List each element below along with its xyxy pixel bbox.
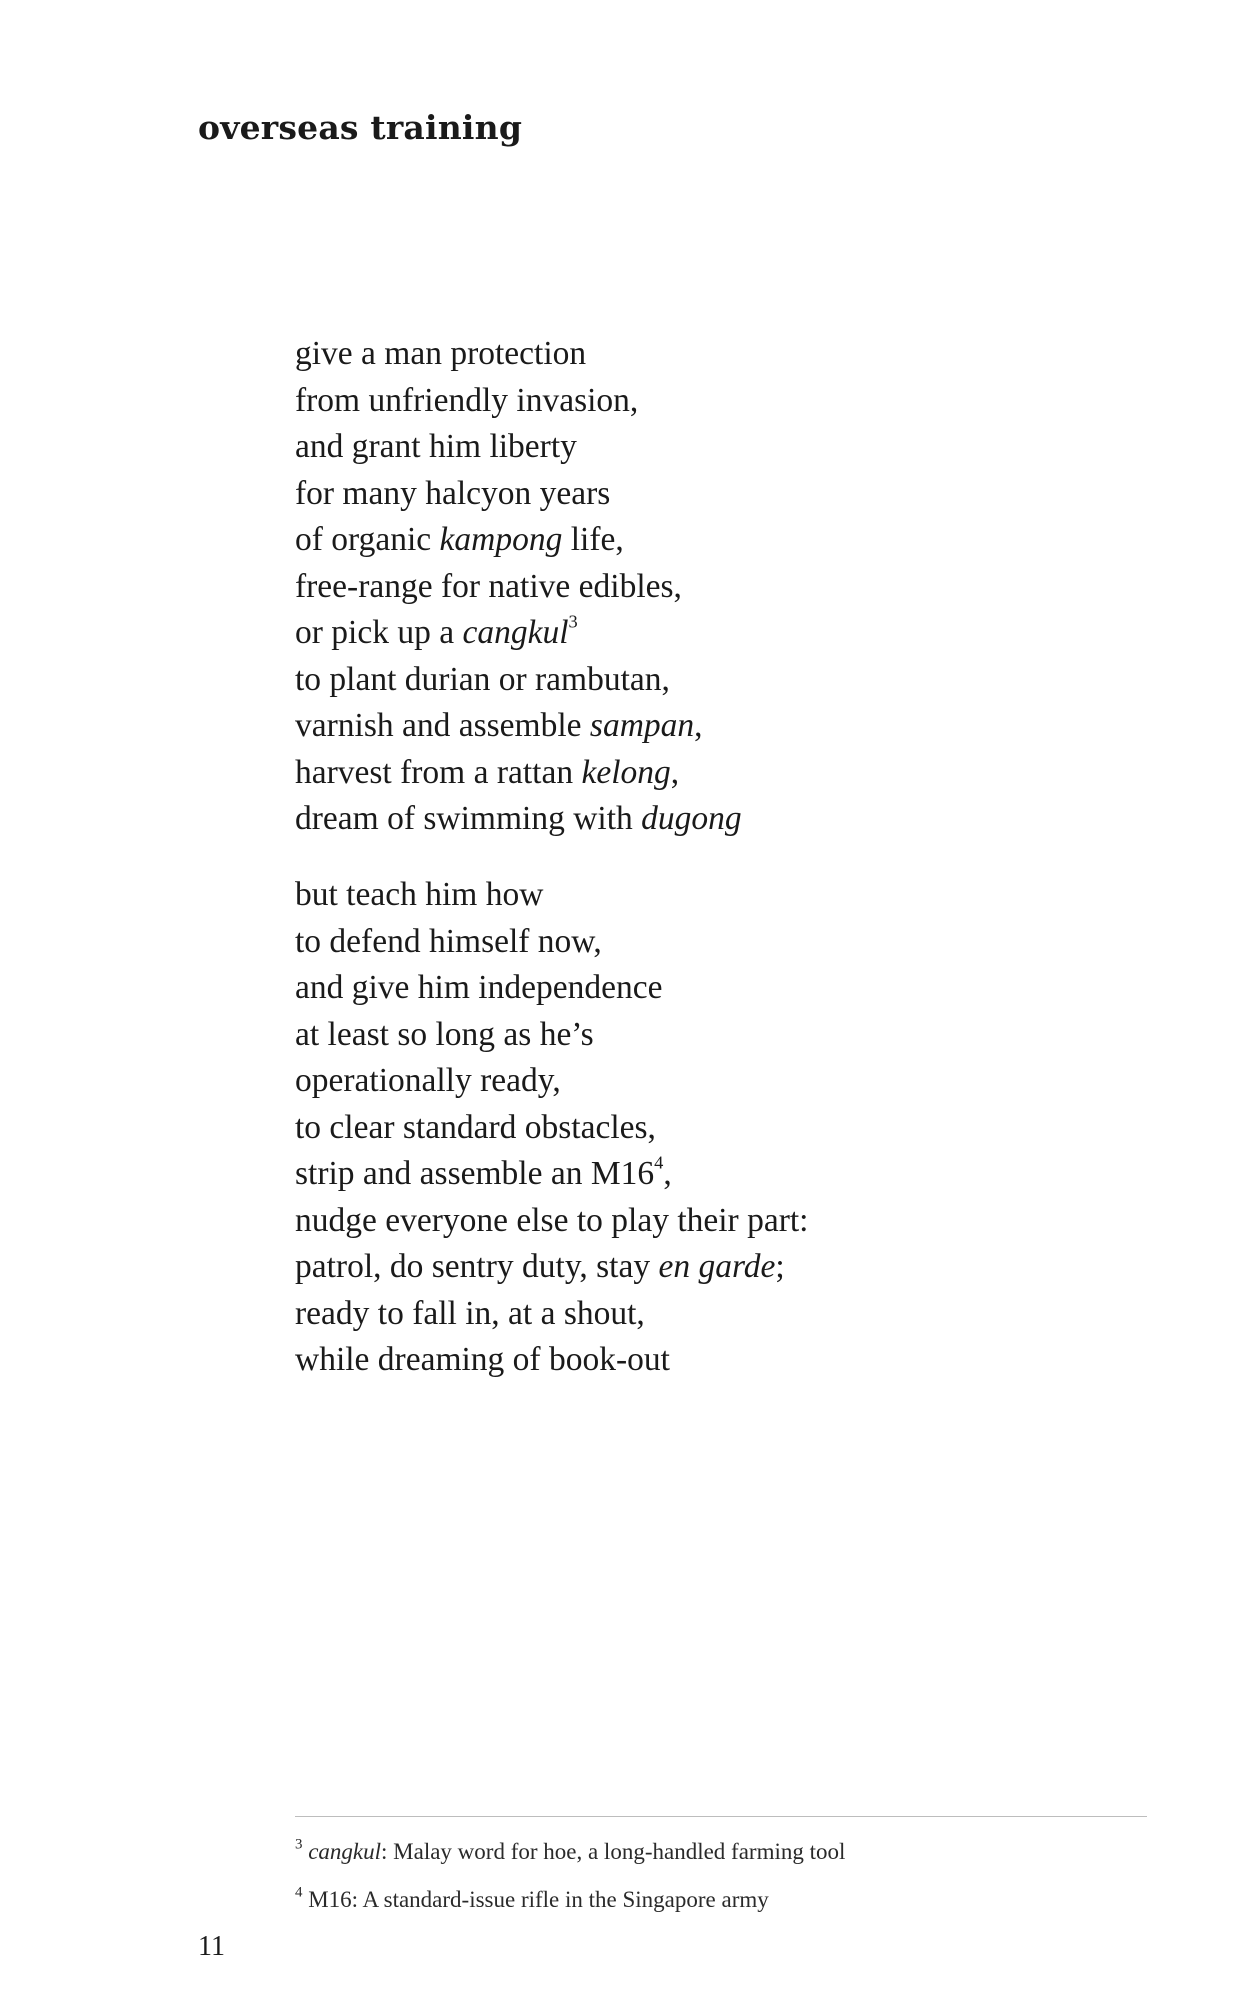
italic-term: kampong [439,521,563,558]
poem-line: free-range for native edibles, [295,567,682,605]
poem-line [295,1244,808,1291]
poem-line: and give him independence [295,969,663,1006]
poem-line: nudge everyone else to play their part: [295,1201,809,1239]
poem-line: give a man protection [295,335,587,372]
line-text: patrol, do sentry duty, stay [295,1248,659,1285]
poem-line [295,517,742,564]
footnote-ref: 3 [568,611,578,632]
poem-line: to plant durian or rambutan, [295,660,670,698]
poem-line: while dreaming of book-out [295,1341,670,1378]
poem-line: to clear standard obstacles, [295,1108,656,1146]
footnote-ref: 4 [654,1152,664,1173]
line-text: ; [775,1248,785,1285]
poem-line [295,1151,808,1198]
line-text: , [694,707,703,744]
poem-line: at least so long as he’s [295,1015,594,1053]
line-text: varnish and assemble [295,707,590,744]
footnote-text: M16: A standard-issue rifle in the Singapore army [302,1887,769,1912]
line-text: life, [562,521,624,558]
poem-line: for many halcyon years [295,474,611,512]
line-text: or pick up a [295,614,463,651]
footnote-number: 4 [295,1884,303,1901]
italic-term: cangkul [462,614,569,651]
line-text: strip and assemble an M16 [295,1155,655,1192]
poem-line: operationally ready, [295,1062,561,1099]
footnotes [295,1828,845,1924]
italic-term: dugong [641,800,742,837]
footnote-text: : Malay word for hoe, a long-handled farming tool [381,1839,846,1864]
page-title: overseas training [198,108,523,147]
poem-line [295,703,742,750]
line-text: of organic [295,521,440,558]
poem-stanza-2 [295,872,808,1384]
poem-line [295,610,742,657]
page-number: 11 [198,1931,225,1962]
poem-stanza-1 [295,331,742,843]
footnote-3 [295,1828,845,1876]
line-text: , [670,753,680,791]
poem-line: ready to fall in, at a shout, [295,1294,645,1332]
footnote-divider [295,1816,1147,1817]
poem-line: from unfriendly invasion, [295,381,639,419]
poem-line [295,750,742,797]
footnote-4 [295,1876,845,1924]
footnote-number: 3 [295,1836,303,1853]
line-text: , [663,1155,672,1192]
poem-line [295,796,742,843]
line-text: harvest from a rattan [295,753,582,791]
poem-line: but teach him how [295,876,544,913]
italic-term: sampan [589,707,695,744]
poem-line: to defend himself now, [295,922,602,960]
italic-term: kelong [581,753,671,791]
line-text: dream of swimming with [295,800,642,837]
poem-line: and grant him liberty [295,428,577,465]
footnote-term: cangkul [308,1839,382,1864]
italic-term: en garde [658,1248,776,1285]
